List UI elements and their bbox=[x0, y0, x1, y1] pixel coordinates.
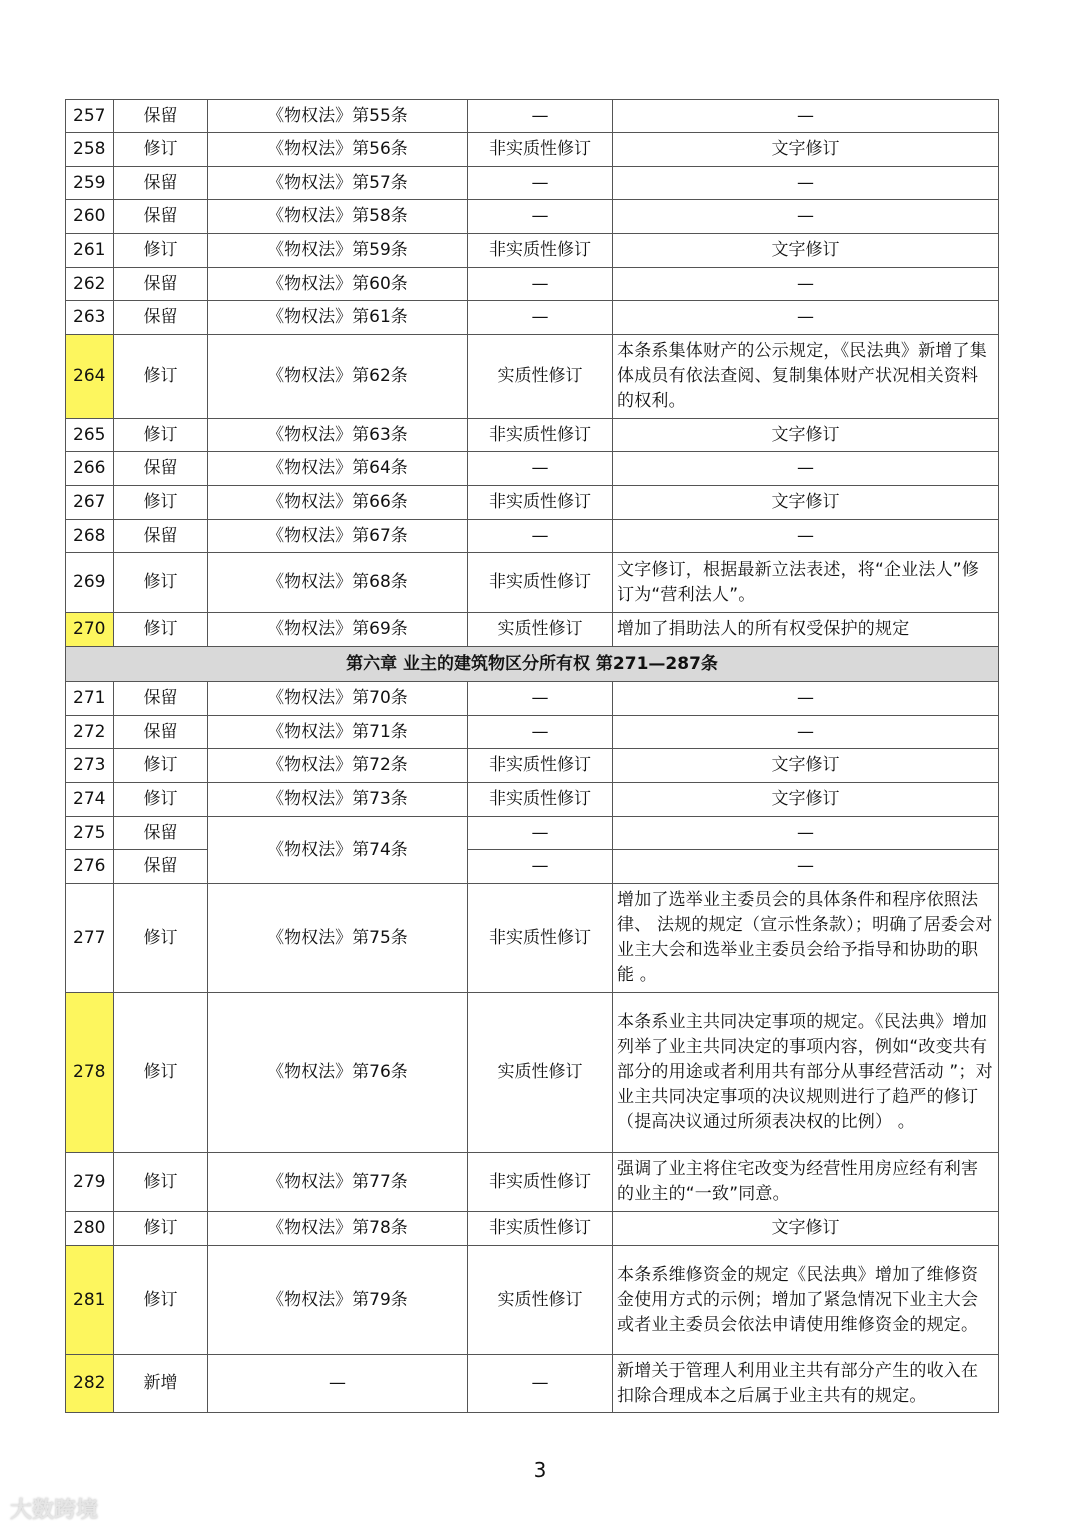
source-article-cell: 《物权法》第61条 bbox=[208, 301, 468, 335]
table-row bbox=[66, 993, 999, 1153]
source-article-cell: 《物权法》第78条 bbox=[208, 1212, 468, 1246]
source-article-cell: 《物权法》第55条 bbox=[208, 100, 468, 133]
revision-type-cell: 非实质性修订 bbox=[468, 1153, 613, 1212]
article-number: 282 bbox=[66, 1355, 114, 1413]
revision-type-cell: 非实质性修订 bbox=[468, 234, 613, 268]
table-row bbox=[66, 553, 999, 613]
table-row bbox=[66, 335, 999, 419]
table-row bbox=[66, 613, 999, 647]
article-number: 267 bbox=[66, 486, 114, 520]
status-cell: 保留 bbox=[114, 452, 208, 486]
revision-type-cell: — bbox=[468, 850, 613, 884]
table-row bbox=[66, 268, 999, 301]
note-cell: — bbox=[613, 716, 999, 749]
article-number: 259 bbox=[66, 167, 114, 200]
table-row bbox=[66, 1355, 999, 1413]
article-number: 274 bbox=[66, 783, 114, 817]
note-cell: — bbox=[613, 200, 999, 234]
article-number: 261 bbox=[66, 234, 114, 268]
source-article-cell: 《物权法》第59条 bbox=[208, 234, 468, 268]
status-cell: 保留 bbox=[114, 817, 208, 850]
note-cell: 文字修订，根据最新立法表述，将“企业法人”修订为“营利法人”。 bbox=[613, 553, 999, 613]
table-row bbox=[66, 783, 999, 817]
note-cell: 文字修订 bbox=[613, 486, 999, 520]
revision-type-cell: — bbox=[468, 200, 613, 234]
article-number: 271 bbox=[66, 682, 114, 716]
article-number: 270 bbox=[66, 613, 114, 647]
note-cell: — bbox=[613, 268, 999, 301]
table-row bbox=[66, 850, 999, 884]
source-article-cell: 《物权法》第60条 bbox=[208, 268, 468, 301]
status-cell: 保留 bbox=[114, 850, 208, 884]
page-number: 3 bbox=[533, 1458, 547, 1482]
note-cell: — bbox=[613, 682, 999, 716]
revision-type-cell: — bbox=[468, 817, 613, 850]
article-number: 273 bbox=[66, 749, 114, 783]
note-cell: 文字修订 bbox=[613, 419, 999, 452]
revision-type-cell: 非实质性修订 bbox=[468, 133, 613, 167]
table-row bbox=[66, 167, 999, 200]
table-row bbox=[66, 133, 999, 167]
table-row bbox=[66, 1153, 999, 1212]
article-number: 280 bbox=[66, 1212, 114, 1246]
source-article-cell: 《物权法》第77条 bbox=[208, 1153, 468, 1212]
note-cell: 增加了选举业主委员会的具体条件和程序依照法律、 法规的规定（宣示性条款）；明确了居委会对业主大会和选举业主委员会给予指导和协助的职能 。 bbox=[613, 884, 999, 993]
revision-type-cell: 非实质性修订 bbox=[468, 419, 613, 452]
article-number: 265 bbox=[66, 419, 114, 452]
revision-type-cell: — bbox=[468, 167, 613, 200]
revision-type-cell: 非实质性修订 bbox=[468, 749, 613, 783]
article-number: 277 bbox=[66, 884, 114, 993]
article-number: 279 bbox=[66, 1153, 114, 1212]
table-row bbox=[66, 301, 999, 335]
status-cell: 修订 bbox=[114, 993, 208, 1153]
amendment-comparison-table bbox=[65, 99, 999, 1413]
table-row bbox=[66, 452, 999, 486]
table-row bbox=[66, 486, 999, 520]
source-article-cell: 《物权法》第74条 bbox=[208, 817, 468, 884]
article-number: 260 bbox=[66, 200, 114, 234]
revision-type-cell: 实质性修订 bbox=[468, 613, 613, 647]
table-row bbox=[66, 682, 999, 716]
status-cell: 保留 bbox=[114, 100, 208, 133]
revision-type-cell: 实质性修订 bbox=[468, 1246, 613, 1355]
status-cell: 新增 bbox=[114, 1355, 208, 1413]
article-number: 275 bbox=[66, 817, 114, 850]
source-article-cell: 《物权法》第70条 bbox=[208, 682, 468, 716]
table-row bbox=[66, 817, 999, 850]
revision-type-cell: — bbox=[468, 452, 613, 486]
section-heading: 第六章 业主的建筑物区分所有权 第271—287条 bbox=[66, 647, 999, 682]
note-cell: — bbox=[613, 850, 999, 884]
source-article-cell: 《物权法》第69条 bbox=[208, 613, 468, 647]
article-number: 268 bbox=[66, 520, 114, 553]
status-cell: 修订 bbox=[114, 1246, 208, 1355]
revision-type-cell: 实质性修订 bbox=[468, 335, 613, 419]
source-article-cell: 《物权法》第62条 bbox=[208, 335, 468, 419]
source-article-cell: 《物权法》第73条 bbox=[208, 783, 468, 817]
article-number: 281 bbox=[66, 1246, 114, 1355]
note-cell: 新增关于管理人利用业主共有部分产生的收入在扣除合理成本之后属于业主共有的规定。 bbox=[613, 1355, 999, 1413]
source-article-cell: 《物权法》第75条 bbox=[208, 884, 468, 993]
status-cell: 保留 bbox=[114, 268, 208, 301]
table-row bbox=[66, 749, 999, 783]
status-cell: 保留 bbox=[114, 200, 208, 234]
table-row bbox=[66, 100, 999, 133]
status-cell: 保留 bbox=[114, 520, 208, 553]
note-cell: 增加了捐助法人的所有权受保护的规定 bbox=[613, 613, 999, 647]
article-number: 276 bbox=[66, 850, 114, 884]
article-number: 278 bbox=[66, 993, 114, 1153]
source-article-cell: 《物权法》第58条 bbox=[208, 200, 468, 234]
status-cell: 修订 bbox=[114, 133, 208, 167]
note-cell: 文字修订 bbox=[613, 1212, 999, 1246]
status-cell: 修订 bbox=[114, 553, 208, 613]
source-article-cell: 《物权法》第57条 bbox=[208, 167, 468, 200]
status-cell: 修订 bbox=[114, 1153, 208, 1212]
status-cell: 修订 bbox=[114, 234, 208, 268]
source-article-cell: 《物权法》第76条 bbox=[208, 993, 468, 1153]
revision-type-cell: — bbox=[468, 682, 613, 716]
status-cell: 修订 bbox=[114, 783, 208, 817]
status-cell: 修订 bbox=[114, 419, 208, 452]
source-article-cell: 《物权法》第63条 bbox=[208, 419, 468, 452]
revision-type-cell: 实质性修订 bbox=[468, 993, 613, 1153]
revision-type-cell: — bbox=[468, 1355, 613, 1413]
table-row bbox=[66, 1212, 999, 1246]
status-cell: 保留 bbox=[114, 167, 208, 200]
note-cell: 文字修订 bbox=[613, 749, 999, 783]
source-article-cell: 《物权法》第72条 bbox=[208, 749, 468, 783]
status-cell: 修订 bbox=[114, 335, 208, 419]
source-article-cell: 《物权法》第71条 bbox=[208, 716, 468, 749]
status-cell: 修订 bbox=[114, 884, 208, 993]
source-article-cell: 《物权法》第66条 bbox=[208, 486, 468, 520]
revision-type-cell: 非实质性修订 bbox=[468, 783, 613, 817]
source-article-cell: — bbox=[208, 1355, 468, 1413]
article-number: 257 bbox=[66, 100, 114, 133]
status-cell: 保留 bbox=[114, 682, 208, 716]
source-article-cell: 《物权法》第79条 bbox=[208, 1246, 468, 1355]
revision-type-cell: — bbox=[468, 301, 613, 335]
revision-type-cell: — bbox=[468, 268, 613, 301]
watermark-logo: 大数跨境 bbox=[10, 1498, 99, 1523]
article-number: 262 bbox=[66, 268, 114, 301]
status-cell: 保留 bbox=[114, 716, 208, 749]
status-cell: 修订 bbox=[114, 1212, 208, 1246]
note-cell: 本条系集体财产的公示规定，《民法典》新增了集体成员有依法查阅、复制集体财产状况相关资料的权利。 bbox=[613, 335, 999, 419]
table-row bbox=[66, 200, 999, 234]
note-cell: — bbox=[613, 167, 999, 200]
status-cell: 保留 bbox=[114, 301, 208, 335]
note-cell: 文字修订 bbox=[613, 133, 999, 167]
article-number: 264 bbox=[66, 335, 114, 419]
revision-type-cell: — bbox=[468, 520, 613, 553]
revision-type-cell: — bbox=[468, 716, 613, 749]
chapter-section-row bbox=[66, 647, 999, 682]
note-cell: — bbox=[613, 817, 999, 850]
article-number: 258 bbox=[66, 133, 114, 167]
source-article-cell: 《物权法》第68条 bbox=[208, 553, 468, 613]
table-row bbox=[66, 716, 999, 749]
note-cell: — bbox=[613, 100, 999, 133]
status-cell: 修订 bbox=[114, 749, 208, 783]
article-number: 272 bbox=[66, 716, 114, 749]
article-number: 263 bbox=[66, 301, 114, 335]
note-cell: 强调了业主将住宅改变为经营性用房应经有利害的业主的“一致”同意。 bbox=[613, 1153, 999, 1212]
table-row bbox=[66, 884, 999, 993]
note-cell: 文字修订 bbox=[613, 783, 999, 817]
table-row bbox=[66, 1246, 999, 1355]
revision-type-cell: — bbox=[468, 100, 613, 133]
source-article-cell: 《物权法》第67条 bbox=[208, 520, 468, 553]
article-number: 266 bbox=[66, 452, 114, 486]
revision-type-cell: 非实质性修订 bbox=[468, 884, 613, 993]
table-row bbox=[66, 234, 999, 268]
status-cell: 修订 bbox=[114, 486, 208, 520]
source-article-cell: 《物权法》第64条 bbox=[208, 452, 468, 486]
note-cell: — bbox=[613, 301, 999, 335]
note-cell: 文字修订 bbox=[613, 234, 999, 268]
table-row bbox=[66, 419, 999, 452]
revision-type-cell: 非实质性修订 bbox=[468, 553, 613, 613]
note-cell: — bbox=[613, 520, 999, 553]
revision-type-cell: 非实质性修订 bbox=[468, 1212, 613, 1246]
note-cell: 本条系业主共同决定事项的规定。《民法典》增加列举了业主共同决定的事项内容，例如“改变共有部分的用途或者利用共有部分从事经营活动 ”；对业主共同决定事项的决议规则进行了趋严的修订（提高决议通过所须表决权的比例） 。 bbox=[613, 993, 999, 1153]
revision-type-cell: 非实质性修订 bbox=[468, 486, 613, 520]
status-cell: 修订 bbox=[114, 613, 208, 647]
note-cell: — bbox=[613, 452, 999, 486]
table-row bbox=[66, 520, 999, 553]
note-cell: 本条系维修资金的规定《民法典》增加了维修资金使用方式的示例；增加了紧急情况下业主大会或者业主委员会依法申请使用维修资金的规定。 bbox=[613, 1246, 999, 1355]
article-number: 269 bbox=[66, 553, 114, 613]
source-article-cell: 《物权法》第56条 bbox=[208, 133, 468, 167]
